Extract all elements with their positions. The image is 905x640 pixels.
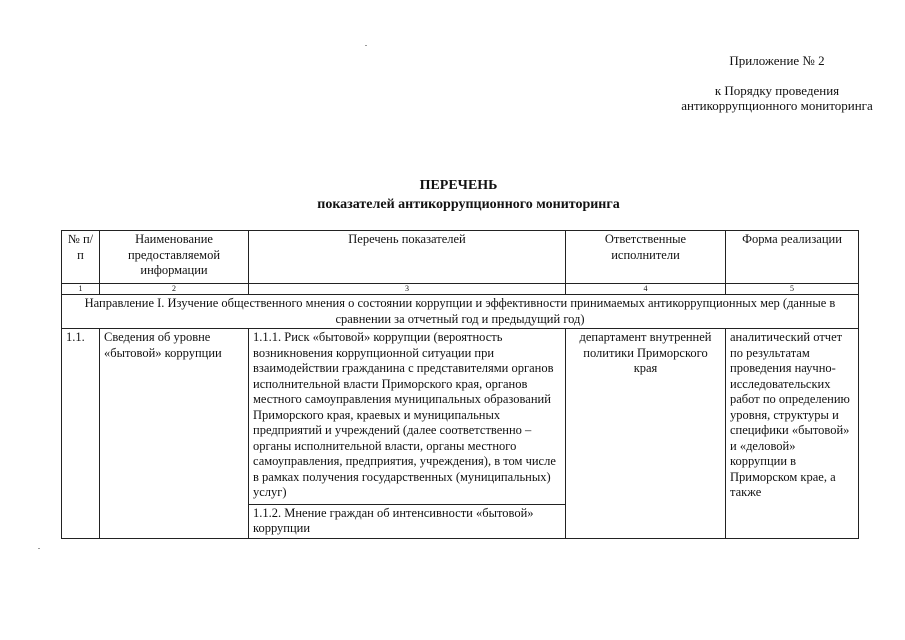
direction-heading: Направление I. Изучение общественного мнения о состоянии коррупции и эффективности принимаемых антикоррупционных мер (данные в сравнении за отчетный год и предыдущий год) — [62, 295, 859, 329]
table-row — [62, 329, 859, 539]
header-form: Форма реализации — [726, 231, 859, 284]
column-number-row — [62, 284, 859, 295]
appendix-description: к Порядку проведения антикоррупционного мониторинга — [681, 83, 873, 113]
indicator-1-1-1: 1.1.1. Риск «бытовой» коррупции (вероятность возникновения коррупционной ситуации при взаимодействии гражданина с представителями органов исполнительной власти Приморского края, органов местного самоуправления муниципальных образований Приморского края, краевых и муниципальных предприятий и учреждений (далее соответственно – органы исполнительной власти, органы местного самоуправления, предприятия, учреждения), в том числе в рамках получения государственных (муниципальных) услуг) — [253, 330, 556, 499]
column-number: 5 — [726, 284, 859, 295]
header-info-name: Наименование предоставляемой информации — [100, 231, 249, 284]
header-number: № п/п — [62, 231, 100, 284]
table-header-row — [62, 231, 859, 284]
scan-speck — [38, 548, 40, 549]
column-number: 4 — [566, 284, 726, 295]
row-form: аналитический отчет по результатам проведения научно-исследовательских работ по определению уровня, структуры и специфики «бытовой» и «деловой» коррупции в Приморском крае, а также — [726, 329, 859, 539]
row-info-name: Сведения об уровне «бытовой» коррупции — [100, 329, 249, 539]
header-executors: Ответственные исполнители — [566, 231, 726, 284]
column-number: 1 — [62, 284, 100, 295]
column-number: 2 — [100, 284, 249, 295]
appendix-number: Приложение № 2 — [729, 53, 825, 68]
direction-row — [62, 295, 859, 329]
indicator-1-1-2: 1.1.2. Мнение граждан об интенсивности «бытовой» коррупции — [249, 504, 565, 537]
header-indicators: Перечень показателей — [249, 231, 566, 284]
row-indicators — [249, 329, 566, 539]
column-number: 3 — [249, 284, 566, 295]
document-subtitle: показателей антикоррупционного мониторинга — [317, 197, 620, 212]
scan-speck — [365, 45, 367, 46]
document-title: ПЕРЕЧЕНЬ — [419, 178, 498, 193]
row-number: 1.1. — [62, 329, 100, 539]
row-executors: департамент внутренней политики Приморского края — [566, 329, 726, 539]
indicators-table — [61, 230, 859, 539]
